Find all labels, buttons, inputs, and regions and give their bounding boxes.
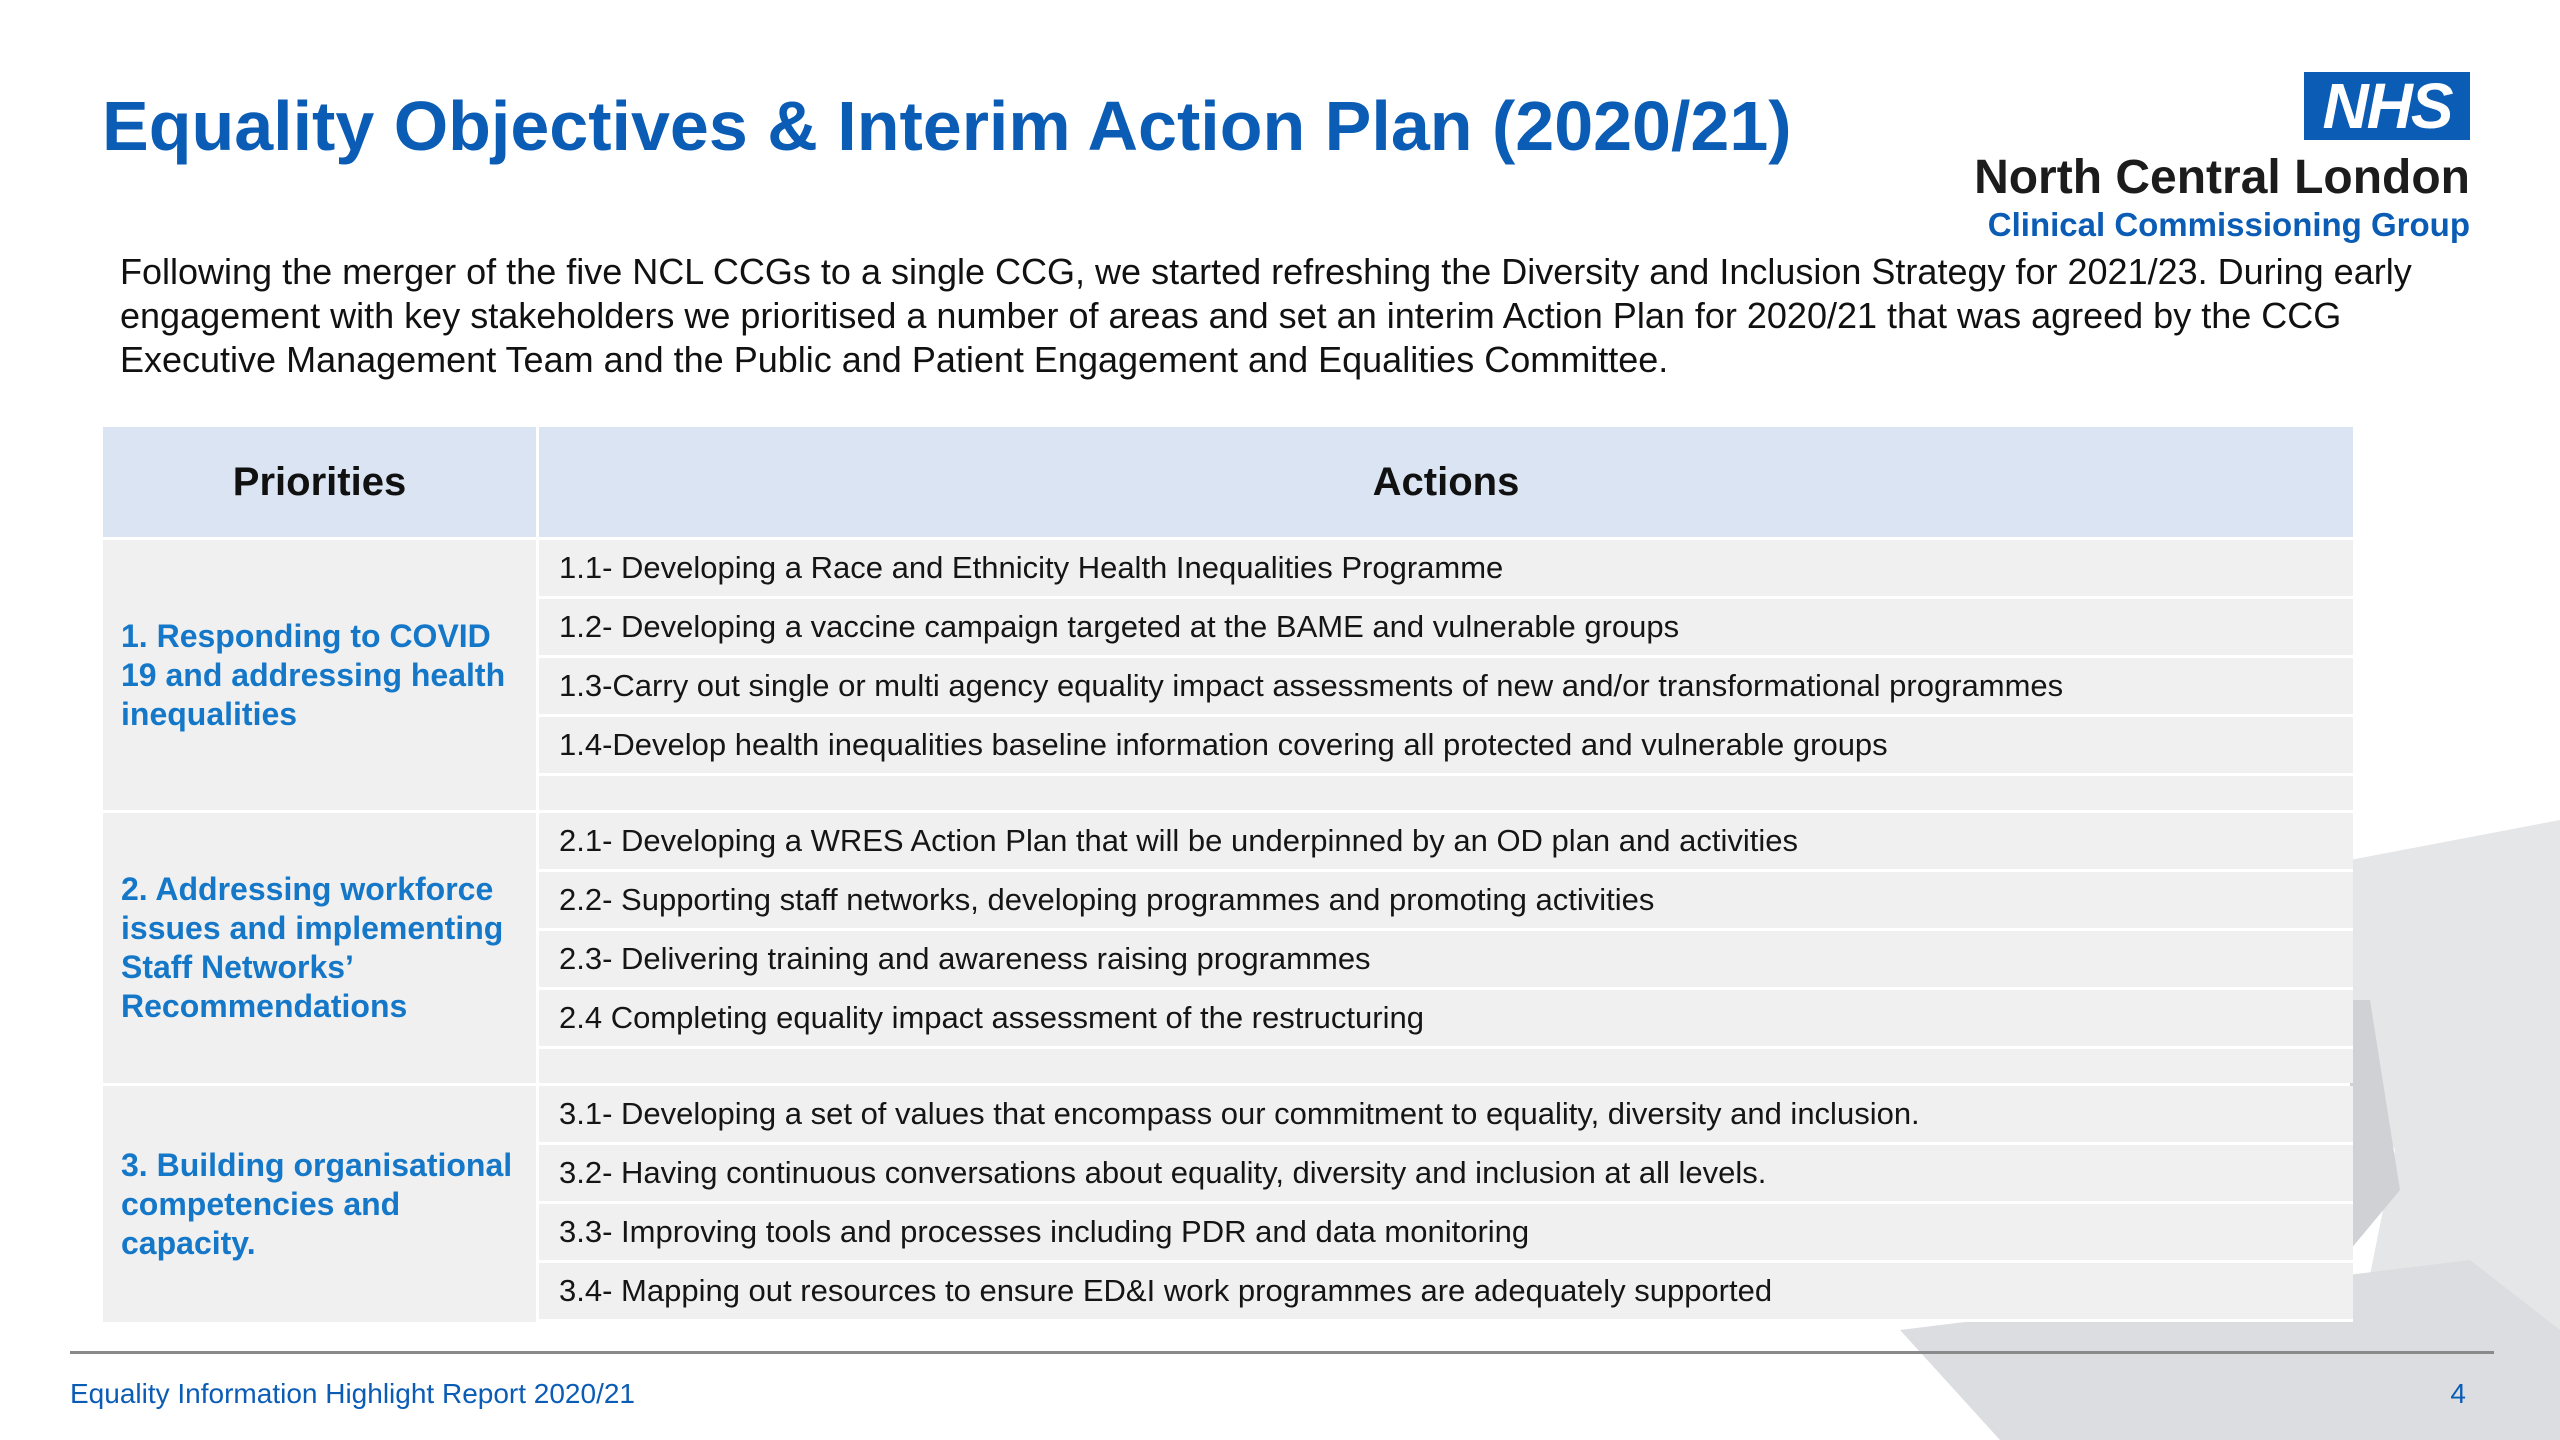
action-item: 2.3- Delivering training and awareness raising programmes: [539, 931, 2353, 987]
header-priorities: Priorities: [103, 427, 536, 537]
action-item: 2.2- Supporting staff networks, developing programmes and promoting activities: [539, 872, 2353, 928]
action-item: 1.1- Developing a Race and Ethnicity Health Inequalities Programme: [539, 540, 2353, 596]
action-item: 1.3-Carry out single or multi agency equality impact assessments of new and/or transformational programmes: [539, 658, 2353, 714]
priority-cell: [103, 813, 536, 1083]
action-plan-table: [100, 424, 2356, 1325]
actions-cell: [539, 540, 2353, 810]
footer-divider: [70, 1351, 2494, 1354]
actions-cell: [539, 1086, 2353, 1322]
priority-cell: [103, 1086, 536, 1322]
organisation-subtitle: Clinical Commissioning Group: [1987, 206, 2470, 243]
row-filler: [539, 776, 2353, 810]
priority-cell: [103, 540, 536, 810]
priority-text: 2. Addressing workforce issues and implementing Staff Networks’ Recommendations: [121, 871, 504, 1024]
header-actions: Actions: [539, 427, 2353, 537]
table-row: [103, 813, 2353, 1083]
row-filler: [539, 1049, 2353, 1083]
page-title: Equality Objectives & Interim Action Plan (2020/21): [102, 87, 1792, 165]
action-item: 2.4 Completing equality impact assessment of the restructuring: [539, 990, 2353, 1046]
action-item: 3.3- Improving tools and processes including PDR and data monitoring: [539, 1204, 2353, 1260]
table-row: [103, 540, 2353, 810]
intro-paragraph: Following the merger of the five NCL CCGs to a single CCG, we started refreshing the Diversity and Inclusion Strategy for 2021/23. During early engagement with key stakeholders we prioritised a number of areas and set an interim Action Plan for 2020/21 that was agreed by the CCG Executive Management Team and the Public and Patient Engagement and Equalities Committee.: [120, 251, 2412, 380]
action-item: 1.4-Develop health inequalities baseline information covering all protected and vulnerable groups: [539, 717, 2353, 773]
page-number: 4: [2450, 1378, 2466, 1409]
table-row: [103, 1086, 2353, 1322]
action-item: 3.1- Developing a set of values that encompass our commitment to equality, diversity and inclusion.: [539, 1086, 2353, 1142]
priority-text: 1. Responding to COVID 19 and addressing health inequalities: [121, 617, 506, 732]
priority-text: 3. Building organisational competencies and capacity.: [121, 1146, 513, 1261]
table-header-row: [103, 427, 2353, 537]
action-item: 2.1- Developing a WRES Action Plan that will be underpinned by an OD plan and activities: [539, 813, 2353, 869]
footer-report-name: Equality Information Highlight Report 2020/21: [70, 1378, 636, 1409]
action-item: 3.4- Mapping out resources to ensure ED&I work programmes are adequately supported: [539, 1263, 2353, 1319]
action-item: 3.2- Having continuous conversations about equality, diversity and inclusion at all levels.: [539, 1145, 2353, 1201]
actions-cell: [539, 813, 2353, 1083]
action-item: 1.2- Developing a vaccine campaign targeted at the BAME and vulnerable groups: [539, 599, 2353, 655]
nhs-logo-mark: NHS: [2304, 72, 2470, 140]
organisation-name: North Central London: [1974, 151, 2470, 204]
